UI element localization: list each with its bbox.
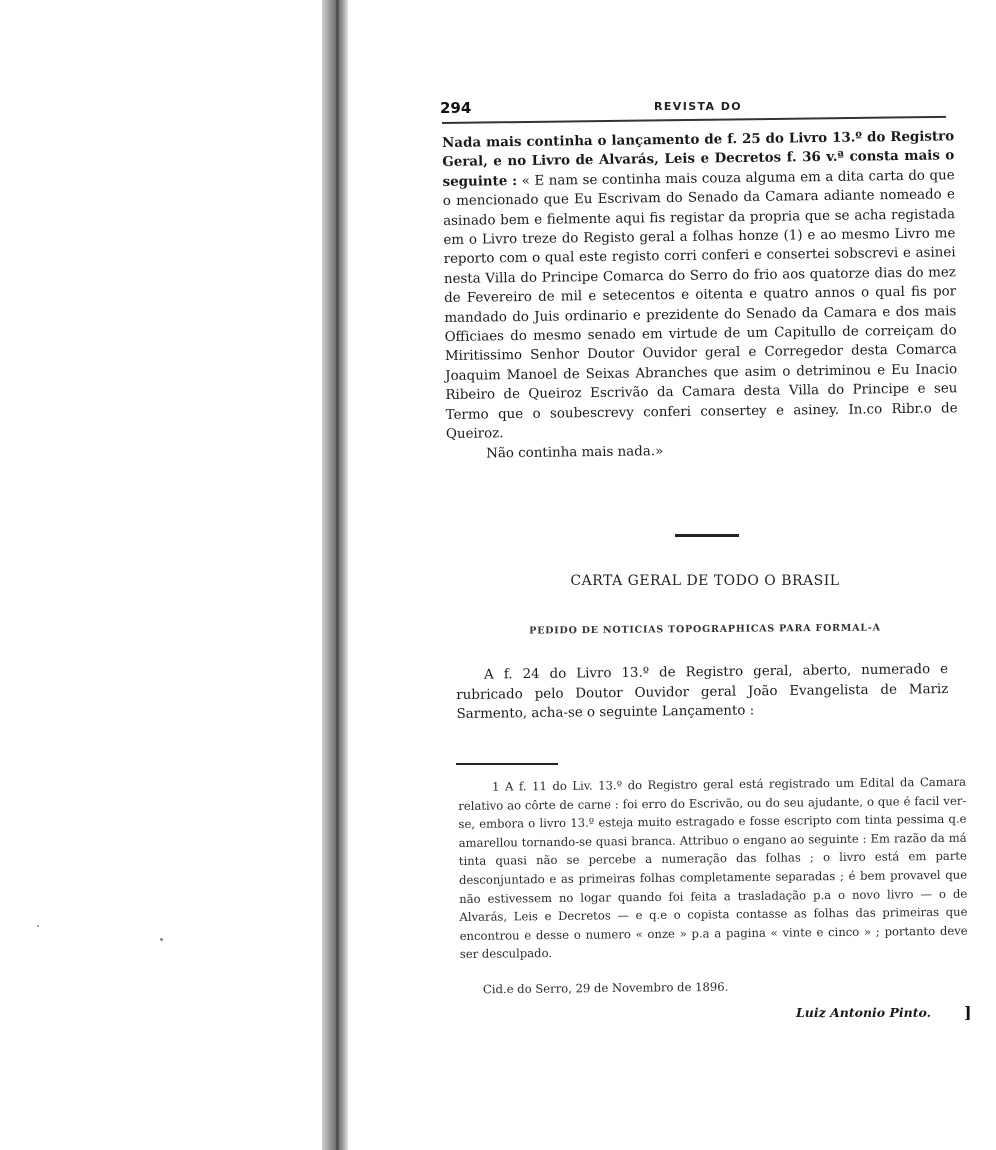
footnote-place-date: Cid.e do Serro, 29 de Novembro de 1896. bbox=[482, 979, 729, 997]
scan-speck bbox=[37, 925, 39, 927]
section-title: CARTA GERAL DE TODO O BRASIL bbox=[570, 573, 840, 589]
binding-gutter-shadow bbox=[322, 0, 348, 1150]
section-intro bbox=[456, 660, 949, 725]
main-paragraph bbox=[442, 127, 958, 444]
header-rule bbox=[442, 116, 946, 124]
footnote bbox=[458, 773, 968, 964]
footnote-signature: Luiz Antonio Pinto. bbox=[796, 1005, 931, 1020]
section-subtitle: PEDIDO DE NOTICIAS TOPOGRAPHICAS PARA FORMAL-A bbox=[529, 622, 881, 637]
footnote-rule bbox=[456, 763, 558, 765]
closing-line: Não continha mais nada.» bbox=[486, 443, 664, 461]
page-number: 294 bbox=[440, 99, 472, 117]
running-head: REVISTA DO bbox=[654, 100, 742, 113]
section-divider bbox=[675, 534, 739, 537]
binding-gutter-line bbox=[336, 0, 339, 1150]
main-text-block bbox=[442, 127, 958, 464]
section-intro-paragraph: A f. 24 do Livro 13.º de Registro geral, aberto, numerado e rubricado pelo Doutor Ouvidor geral João Evangelista de Mariz Sarmento, acha-se o seguinte Lançamento : bbox=[456, 661, 949, 723]
footnote-text: 1 A f. 11 do Liv. 13.º do Registro geral está registrado um Edital da Camara relativo ao côrte de carne : foi erro do Escrivão, ou do seu ajudante, o que é facil ver-se, embora o livro 13.º esteja muito estragado e fosse escripto com tinta pessima q.e amarellou tornando-se quasi branca. Attribuo o engano ao seguinte : Em razão da má tinta quasi não se percebe a numeração das folhas ; o livro está em parte desconjuntado e as primeiras folhas completamente separadas ; é bem provavel que não estivessem no logar quando foi feita a trasladação p.a o novo livro — o de Alvarás, Leis e Decretos — e q.e o copista contasse as folhas das primeiras que encontrou e desse o numero « onze » p.a a pagina « vinte e cinco » ; portanto deve ser desculpado. bbox=[458, 774, 968, 962]
main-paragraph-lead: Nada mais continha o lançamento de f. 25 do Livro 13.º do Registro Geral, e no Livro de Alvarás, Leis e Decretos f. 36 v.ª consta mais o seguinte : bbox=[442, 128, 955, 190]
scan-speck bbox=[160, 938, 163, 941]
main-paragraph-rest: « E nam se continha mais couza alguma em a dita carta do que o mencionado que Eu Escrivam do Senado da Camara adiante nomeado e asinado bem e fielmente aqui fis registar da propria que se acha registada em o Livro treze do Registo geral a folhas honze (1) e ao mesmo Livro me reporto com o qual este registo corri conferi e consertei sobscrevi e asinei nesta Villa do Principe Comarca do Serro do frio aos quatorze dias do mez de Fevereiro de mil e setecentos e oitenta e quatro annos o qual fis por mandado do Juis ordinario e prezidente do Senado da Camara e dos mais Officiaes do mesmo senado em virtude de um Capitullo de correiçam do Miritissimo Senhor Doutor Ouvidor geral e Corregedor desta Comarca Joaquim Manoel de Seixas Abranches que asim o detriminou e Eu Inacio Ribeiro de Queiroz Escrivão da Camara desta Villa do Principe e seu Termo que o soubescrevy conferi consertey e asiney. In.co Ribr.o de Queiroz. bbox=[442, 168, 958, 443]
margin-bracket-mark: ] bbox=[964, 1003, 972, 1022]
